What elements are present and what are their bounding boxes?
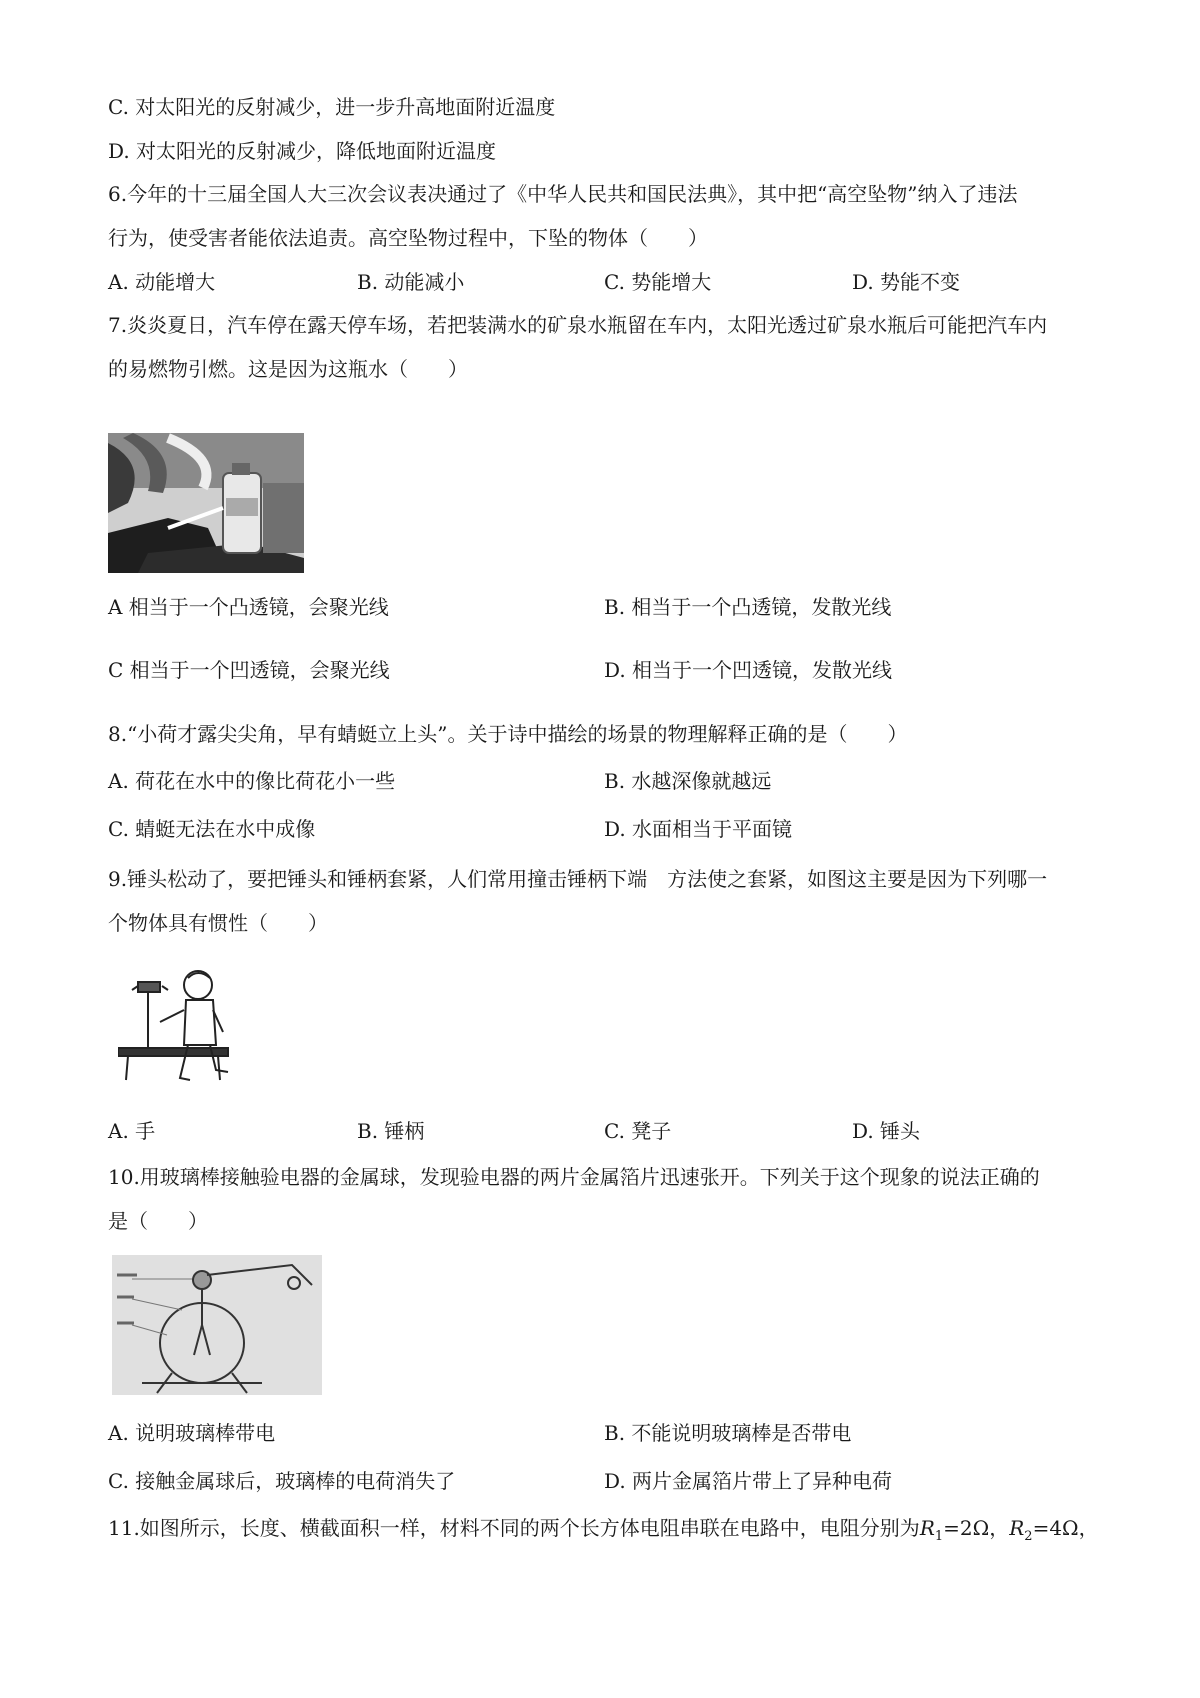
q9-stem-line1: 9.锤头松动了，要把锤头和锤柄套紧，人们常用撞击锤柄下端 方法使之套紧，如图这主要是因为下列哪一 (108, 867, 1048, 891)
q10-option-a: A. 说明玻璃棒带电 (108, 1421, 276, 1445)
q7-option-c: C 相当于一个凹透镜，会聚光线 (108, 658, 390, 682)
r2-value: =4Ω， (1032, 1516, 1099, 1540)
q10-option-b: B. 不能说明玻璃棒是否带电 (604, 1421, 852, 1445)
r1-value: =2Ω， (943, 1516, 1010, 1540)
q7-stem-line1: 7.炎炎夏日，汽车停在露天停车场，若把装满水的矿泉水瓶留在车内，太阳光透过矿泉水瓶后可能把汽车内 (108, 313, 1048, 337)
q9-stem-line2: 个物体具有惯性（ ） (108, 911, 328, 935)
q6-option-a: A. 动能增大 (108, 270, 216, 294)
r2-symbol: R (1009, 1516, 1025, 1540)
q8-option-b: B. 水越深像就越远 (604, 769, 772, 793)
q9-option-a: A. 手 (108, 1119, 156, 1143)
q8-option-c: C. 蜻蜓无法在水中成像 (108, 817, 316, 841)
electroscope-illustration (112, 1255, 322, 1395)
q6-option-d: D. 势能不变 (852, 270, 961, 294)
q10-option-d: D. 两片金属箔片带上了异种电荷 (604, 1469, 893, 1493)
hammer-bench-illustration (118, 960, 248, 1090)
q7-option-b: B. 相当于一个凸透镜，发散光线 (604, 595, 892, 619)
q5-option-d: D. 对太阳光的反射减少，降低地面附近温度 (108, 139, 497, 163)
r1-symbol: R (919, 1516, 935, 1540)
q7-option-d: D. 相当于一个凹透镜，发散光线 (604, 658, 893, 682)
q10-stem-line1: 10.用玻璃棒接触验电器的金属球，发现验电器的两片金属箔片迅速张开。下列关于这个现象的说法正确的 (108, 1165, 1040, 1189)
q10-option-c: C. 接触金属球后，玻璃棒的电荷消失了 (108, 1469, 456, 1493)
q6-stem-line2: 行为，使受害者能依法追责。高空坠物过程中，下坠的物体（ ） (108, 226, 708, 250)
q10-stem-line2: 是（ ） (108, 1209, 208, 1233)
q11-stem (108, 1514, 1099, 1551)
q6-option-b: B. 动能减小 (357, 270, 465, 294)
bottle-in-car-photo (108, 433, 304, 573)
q5-option-c: C. 对太阳光的反射减少，进一步升高地面附近温度 (108, 95, 556, 119)
q8-stem: 8.“小荷才露尖尖角，早有蜻蜓立上头”。关于诗中描绘的场景的物理解释正确的是（ ） (108, 722, 908, 746)
q7-stem-line2: 的易燃物引燃。这是因为这瓶水（ ） (108, 357, 468, 381)
r1-subscript: 1 (934, 1529, 944, 1544)
q6-option-c: C. 势能增大 (604, 270, 712, 294)
q9-option-d: D. 锤头 (852, 1119, 921, 1143)
q8-option-a: A. 荷花在水中的像比荷花小一些 (108, 769, 396, 793)
q11-stem-text: 11.如图所示，长度、横截面积一样，材料不同的两个长方体电阻串联在电路中，电阻分别为 (108, 1516, 920, 1540)
q6-stem-line1: 6.今年的十三届全国人大三次会议表决通过了《中华人民共和国民法典》，其中把“高空坠物”纳入了违法 (108, 182, 1018, 206)
q9-option-c: C. 凳子 (604, 1119, 672, 1143)
q9-option-b: B. 锤柄 (357, 1119, 425, 1143)
q7-option-a: A 相当于一个凸透镜，会聚光线 (108, 595, 389, 619)
r2-subscript: 2 (1024, 1529, 1033, 1544)
q8-option-d: D. 水面相当于平面镜 (604, 817, 793, 841)
